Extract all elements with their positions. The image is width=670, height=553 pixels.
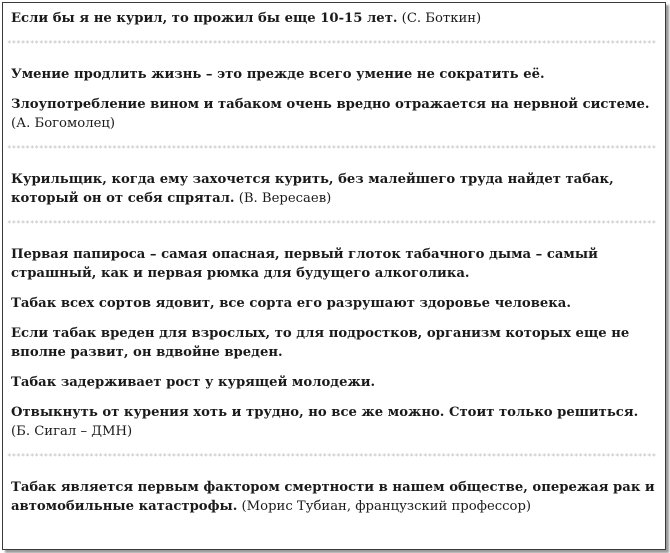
quote [11, 245, 657, 283]
quote-author: (В. Вересаев) [238, 191, 332, 206]
quote-text: Табак задерживает рост у курящей молодежи. [11, 375, 376, 390]
quote [11, 170, 657, 208]
quote [11, 324, 657, 362]
quotes-content [3, 3, 665, 516]
separator: ********************************************************************************************************************************************** [7, 39, 657, 48]
quote [11, 65, 657, 84]
quote-author: (С. Боткин) [401, 11, 482, 26]
quote [11, 403, 657, 441]
quote-author: (Морис Тубиан, французский профессор) [241, 499, 532, 514]
quote-author: (Б. Сигал – ДМН) [11, 424, 133, 439]
quote-text: Первая папироса – самая опасная, первый глоток табачного дыма – самый страшный, как и первая рюмка для будущего алкоголика. [11, 247, 598, 281]
quote [11, 95, 657, 133]
quote-text: Если табак вреден для взрослых, то для подростков, организм которых еще не вполне развит, он вдвойне вреден. [11, 326, 630, 360]
separator: ********************************************************************************************************************************************** [7, 452, 657, 461]
separator: ********************************************************************************************************************************************** [7, 219, 657, 228]
quote-author: (А. Богомолец) [11, 116, 115, 131]
quote-text: Табак является первым фактором смертности в нашем обществе, опережая рак и автомобильные катастрофы. [11, 480, 655, 514]
quote-text: Курильщик, когда ему захочется курить, без малейшего труда найдет табак, который он от себя спрятал. [11, 172, 614, 206]
quote [11, 294, 657, 313]
quote [11, 478, 657, 516]
quote-text: Умение продлить жизнь – это прежде всего умение не сократить её. [11, 67, 545, 82]
quotes-frame [2, 2, 666, 550]
quote [11, 9, 657, 28]
separator: ********************************************************************************************************************************************** [7, 144, 657, 153]
quote-text: Табак всех сортов ядовит, все сорта его разрушают здоровье человека. [11, 296, 571, 311]
quote [11, 373, 657, 392]
quote-text: Если бы я не курил, то прожил бы еще 10-15 лет. [11, 11, 398, 26]
quote-text: Злоупотребление вином и табаком очень вредно отражается на нервной системе. [11, 97, 650, 112]
quote-text: Отвыкнуть от курения хоть и трудно, но все же можно. Стоит только решиться. [11, 405, 639, 420]
